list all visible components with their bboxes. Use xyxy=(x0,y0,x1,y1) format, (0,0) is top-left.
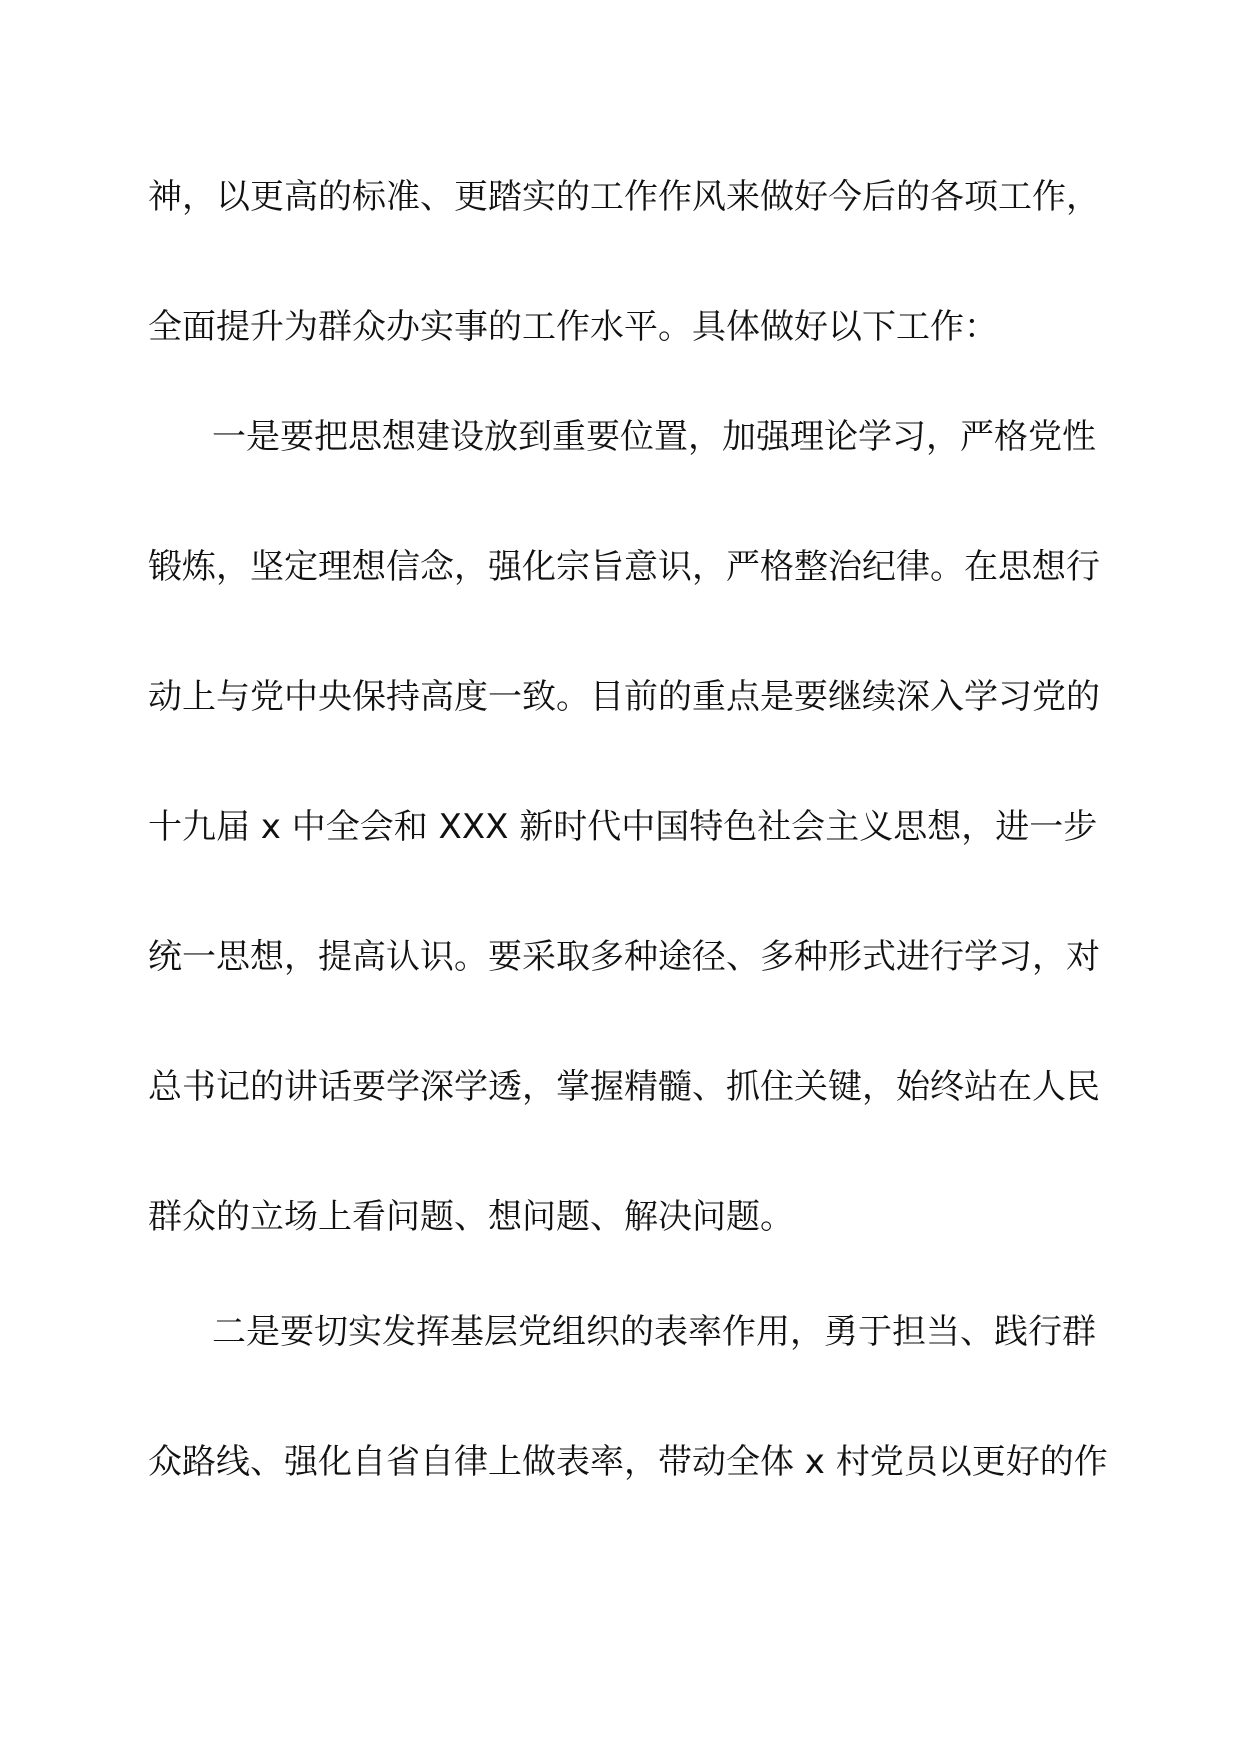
text-line: 一是要把思想建设放到重要位置，加强理论学习，严格党性 xyxy=(212,417,1096,457)
text-line: 总书记的讲话要学深学透，掌握精髓、抓住关键，始终站在人民 xyxy=(148,1067,1100,1107)
text-line: 全面提升为群众办实事的工作水平。具体做好以下工作： xyxy=(148,307,998,347)
text-line: 动上与党中央保持高度一致。目前的重点是要继续深入学习党的 xyxy=(148,677,1100,717)
text-line: 群众的立场上看问题、想问题、解决问题。 xyxy=(148,1197,794,1237)
text-line: 二是要切实发挥基层党组织的表率作用，勇于担当、践行群 xyxy=(212,1312,1096,1352)
text-line: 神，以更高的标准、更踏实的工作作风来做好今后的各项工作， xyxy=(148,177,1100,217)
text-line: 锻炼，坚定理想信念，强化宗旨意识，严格整治纪律。在思想行 xyxy=(148,547,1100,587)
text-line: 众路线、强化自省自律上做表率，带动全体 x 村党员以更好的作 xyxy=(148,1442,1108,1482)
text-line: 统一思想，提高认识。要采取多种途径、多种形式进行学习，对 xyxy=(148,937,1100,977)
text-line: 十九届 x 中全会和 XXX 新时代中国特色社会主义思想，进一步 xyxy=(148,807,1098,847)
